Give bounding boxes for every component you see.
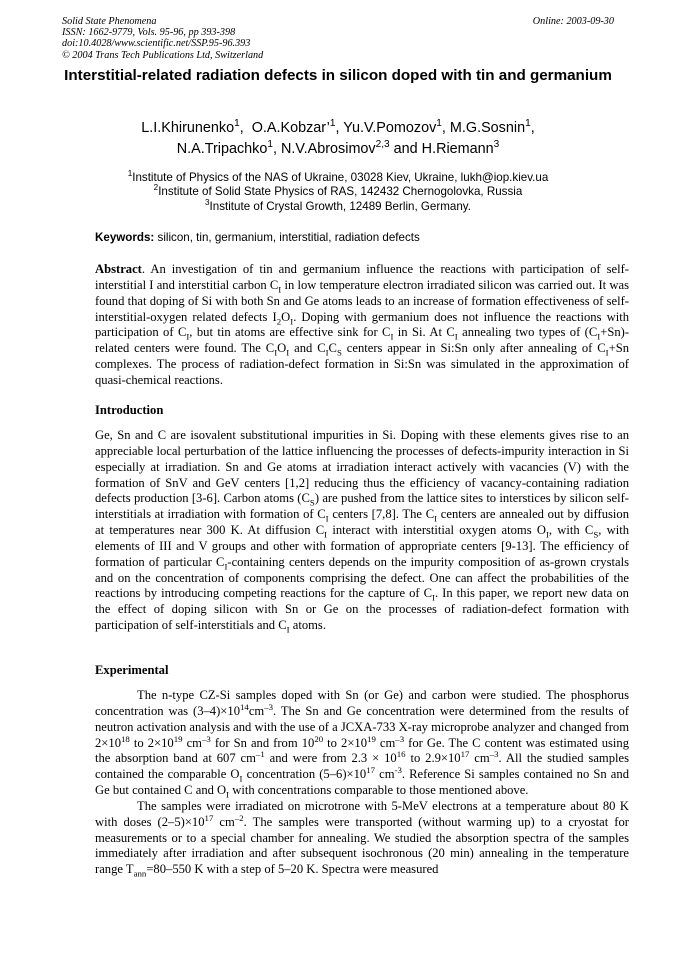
author: M.G.Sosnin — [449, 120, 526, 136]
doi-line[interactable]: doi:10.4028/www.scientific.net/SSP.95-96.393 — [62, 38, 251, 50]
affiliation: $^3$Institute of Crystal Growth, 12489 Berlin, Germany. — [205, 197, 471, 213]
author: Yu.V.Pomozov — [343, 120, 437, 136]
experimental-text: The n-type CZ-Si samples doped with Sn (or Ge) and carbon were studied. The phosphorus concentration was $(3-4)\times 10^{14}cm^{-3}$. The Sn and Ge concentration were determined from the results of neutron activation analysis and with the use of a JCXA-733 X-ray microprobe analyzer and changed from $2\times 10^{18}$ to $2\times 10^{19}$ $cm^{-3}$ for Sn and from $10^{20}$ to $2\times 10^{19}$ $cm^{-3}$ for Ge. The C content was estimated using the absorption band at 607 $cm^{-1}$ and were from $2.3 \times 10^{16}$ to $2.9\times 10^{17}$ $cm^{-3}$. All the studied samples contained the comparable $O_I$ concentration $(5-6)\times 10^{17}$ $cm^{-3}$. Reference Si samples contained no Sn and Ge but contained C and $O_I$ with concentrations comparable to those mentioned above. The samples were irradiated on microtrone with 5-MeV electrons at a temperature about 80 K with doses $(2-5)\times 10^{17}$ $cm^{-2}$. The samples were transported (without warming up) to a cryostat for measurements or to a special chamber for annealing. We studied the absorption spectra of the samples immediately after irradiation and after subsequent isochronous (20 min) annealing in the temperature range $T_{ann}=80-550$ K with a step of 5–20 K. Spectra were measured — [95, 688, 630, 879]
keywords-label: Keywords: — [95, 231, 155, 244]
journal-name: Solid State Phenomena — [62, 16, 157, 27]
issn-line: ISSN: 1662-9779, Vols. 95-96, pp 393-398 — [62, 27, 236, 39]
online-date: Online: 2003-09-30 — [532, 16, 614, 27]
keywords-text: silicon, tin, germanium, interstitial, radiation defects — [157, 231, 420, 244]
author: H.Riemann — [421, 140, 494, 157]
introduction-text: Ge, Sn and C are isovalent substitutional impurities in Si. Doping with these elements gives rise to an appreciable local perturbation of the lattice influencing the processes of defects-impurity interaction in Si especially at irradiation. Sn and Ge atoms at irradiation interact actively with vacancies (V) with the formation of SnV and GeV centers [1,2] reducing thus the efficiency of vacancy-containing radiation defects production [3-6]. Carbon atoms $(C_S)$ are pushed from the lattice sites to interstices by silicon self-interstitials at irradiation with formation of $C_I$ centers [7,8]. The $C_I$ centers are annealed out by diffusion at temperatures near 300 K. At diffusion $C_I$ interact with interstitial oxygen atoms $O_I$, with $C_S$, with elements of III and V groups and other with formation of appropriate centers [9-13]. The efficiency of formation of particular $C_I$-containing centers depends on the impurity composition of as-grown crystals and on the concentration of components comprising the defect. One can affect the probabilities of the reactions by introducing competing reactions for the capture of $C_I$. In this paper, we report new data on the effect of doping silicon with Sn or Ge on the processes of radiation-defect formation with participation of self-interstitials and $C_I$ atoms. — [95, 428, 630, 635]
journal-header — [62, 16, 622, 61]
affiliation: $^1$Institute of Physics of the NAS of Ukraine, 03028 Kiev, Ukraine, lukh@iop.kiev.ua — [127, 169, 549, 184]
author: O.A.Kobzar’ — [251, 120, 330, 136]
keywords — [95, 231, 625, 245]
abstract-label: Abstract — [95, 262, 142, 276]
affiliations — [62, 171, 614, 214]
affiliation: $^2$Institute of Solid State Physics of RAS, 142432 Chernogolovka, Russia — [153, 183, 523, 199]
abstract: Abstract. An investigation of tin and germanium influence the reactions with participation of self-interstitial I and interstitial carbon $C_I$ in low temperature electron irradiated silicon was carried out. It was found that doping of Si with both Sn and Ge atoms leads to an increase of formation effectiveness of self-interstitial-oxygen related defects $I_2O_I$. Doping with germanium does not influence the reactions with participation of $C_I$, but tin atoms are effective sink for $C_I$ in Si. At $C_I$ annealing two types of $(C_I+Sn)$-related centers were found. The $C_IO_I$ and $C_IC_S$ centers appear in Si:Sn only after annealing of $C_I+Sn$ complexes. The process of radiation-defect formation in Si:Sn was simulated in the approximation of quasi-chemical reactions. — [95, 262, 630, 387]
section-heading-introduction: Introduction — [95, 403, 164, 417]
author: L.I.Khirunenko — [141, 120, 235, 136]
copyright-line: © 2004 Trans Tech Publications Ltd, Switzerland — [62, 49, 264, 61]
author: N.V.Abrosimov — [280, 140, 376, 157]
author: N.A.Tripachko — [176, 140, 268, 157]
paper-title: Interstitial-related radiation defects in silicon doped with tin and germanium — [64, 67, 612, 84]
author-list: L.I.Khirunenko$^1$, O.A.Kobzar’$^1$, Yu.V.Pomozov$^1$, M.G.Sosnin$^1$, N.A.Tripachko$^1$, N.V.Abrosimov$^{2,3}$ and H.Riemann$^3$ — [141, 118, 535, 157]
section-heading-experimental: Experimental — [95, 663, 169, 677]
